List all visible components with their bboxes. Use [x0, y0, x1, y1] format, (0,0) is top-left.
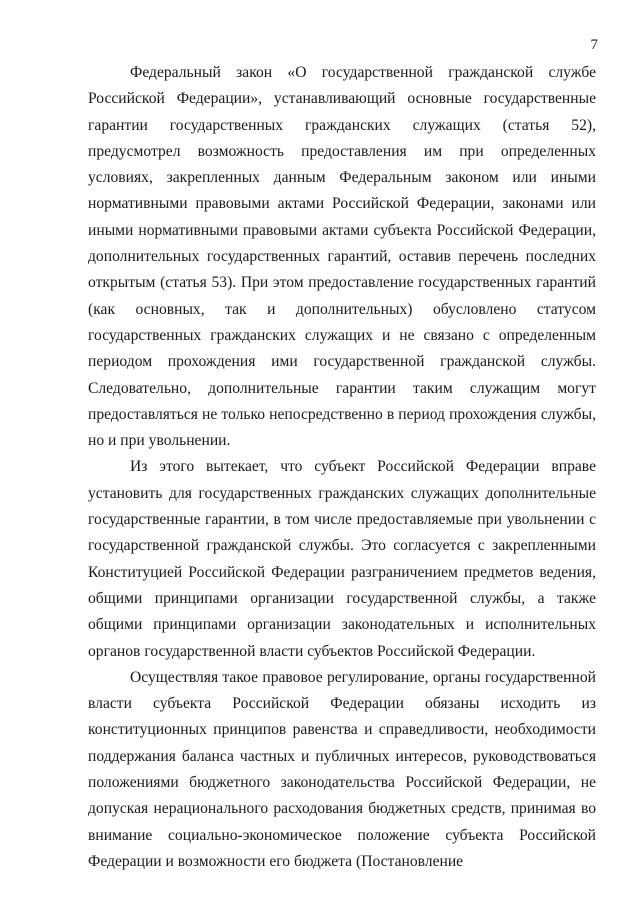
paragraph-3: Осуществляя такое правовое регулирование, органы государственной власти субъекта Российской Федерации обязаны исходить из конституционных принципов равенства и справедливости, необходимости поддержания баланса частных и публичных интересов, руководствоваться положениями бюджетного законодательства Российской Федерации, не допуская нерационального расходования бюджетных средств, принимая во внимание социально-экономическое положение субъекта Российской Федерации и возможности его бюджета (Постановление: [88, 668, 596, 870]
paragraph-1: Федеральный закон «О государственной гражданской службе Российской Федерации», устанавливающий основные государственные гарантии государственных гражданских служащих (статья 52), предусмотрел возможность предоставления им при определенных условиях, закрепленных данным Федеральным законом или иными нормативными правовыми актами Российской Федерации, законами или иными нормативными правовыми актами субъекта Российской Федерации, дополнительных государственных гарантий, оставив перечень последних открытым (статья 53). При этом предоставление государственных гарантий (как основных, так и дополнительных) обусловлено статусом государственных гражданских служащих и не связано с определенным периодом прохождения ими государственной гражданской службы. Следовательно, дополнительные гарантии таким служащим могут предоставляться не только непосредственно в период прохождения службы, но и при увольнении.: [88, 64, 596, 450]
page-number: 7: [590, 37, 598, 53]
paragraph-2: Из этого вытекает, что субъект Российской Федерации вправе установить для государственных гражданских служащих дополнительные государственные гарантии, в том числе предоставляемые при увольнении с государственной гражданской службы. Это согласуется с закрепленными Конституцией Российской Федерации разграничением предметов ведения, общими принципами организации государственной службы, а также общими принципами организации законодательных и исполнительных органов государственной власти субъектов Российской Федерации.: [88, 458, 596, 660]
body-text: [88, 60, 596, 875]
